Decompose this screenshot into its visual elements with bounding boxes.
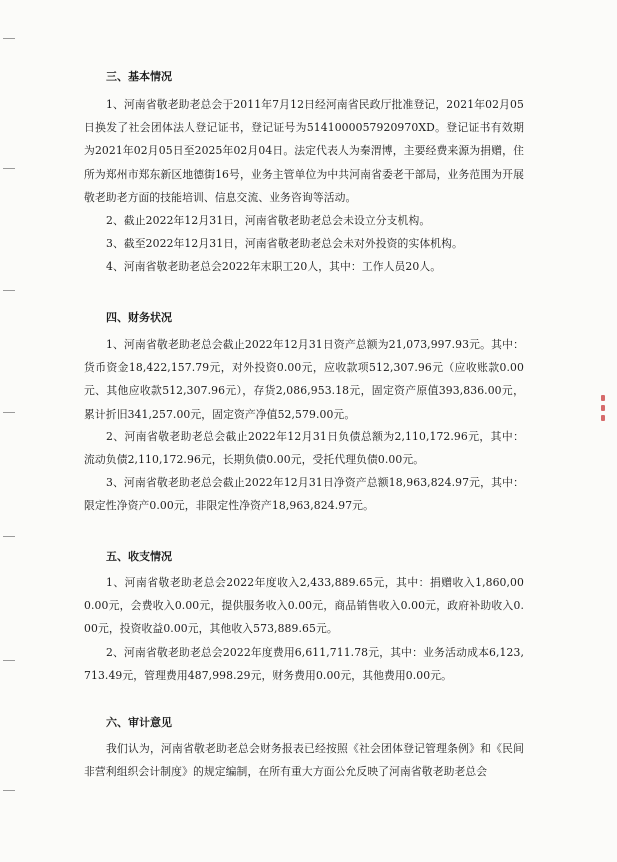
binding-mark <box>3 660 15 661</box>
binding-mark <box>3 168 15 169</box>
paragraph: 2、河南省敬老助老总会截止2022年12月31日负债总额为2,110,172.96元，其中：流动负债2,110,172.96元，长期负债0.00元，受托代理负债0.00元。 <box>84 430 524 467</box>
section-heading-audit-opinion: 六、审计意见 <box>106 716 172 729</box>
paragraph: 3、河南省敬老助老总会截止2022年12月31日净资产总额18,963,824.97元，其中：限定性净资产0.00元，非限定性净资产18,963,824.97元。 <box>84 476 524 513</box>
section-heading-basic-info: 三、基本情况 <box>106 70 172 83</box>
paragraph: 我们认为，河南省敬老助老总会财务报表已经按照《社会团体登记管理条例》和《民间非营利组织会计制度》的规定编制，在所有重大方面公允反映了河南省敬老助老总会 <box>84 742 524 779</box>
paragraph: 1、河南省敬老助老总会于2011年7月12日经河南省民政厅批准登记，2021年02月05日换发了社会团体法人登记证书，登记证号为5141000057920970XD。登记证书有效期为2021年02月05日至2025年02月04日。法定代表人为秦渭博，主要经费来源为捐赠，住所为郑州市郑东新区地德街16号，业务主管单位为中共河南省委老干部局，业务范围为开展敬老助老方面的技能培训、信息交流、业务咨询等活动。 <box>84 98 524 204</box>
paragraph: 4、河南省敬老助老总会2022年末职工20人，其中：工作人员20人。 <box>106 260 442 273</box>
paragraph: 2、截止2022年12月31日，河南省敬老助老总会未设立分支机构。 <box>106 214 431 227</box>
binding-mark <box>3 290 15 291</box>
section-heading-financial-status: 四、财务状况 <box>106 311 172 324</box>
binding-mark <box>3 38 15 39</box>
binding-mark <box>3 536 15 537</box>
section-heading-income-expense: 五、收支情况 <box>106 550 172 563</box>
paragraph: 1、河南省敬老助老总会截止2022年12月31日资产总额为21,073,997.93元。其中：货币资金18,422,157.79元，对外投资0.00元，应收款项512,307.96元（应收账款0.00元、其他应收款512,307.96元），存货2,086,953.18元，固定资产原值393,836.00元，累计折旧341,257.00元，固定资产净值52,579.00元。 <box>84 338 524 421</box>
paragraph: 1、河南省敬老助老总会2022年度收入2,433,889.65元，其中：捐赠收入1,860,000.00元，会费收入0.00元，提供服务收入0.00元，商品销售收入0.00元，政府补助收入0.00元，投资收益0.00元，其他收入573,889.65元。 <box>84 576 524 636</box>
paragraph: 2、河南省敬老助老总会2022年度费用6,611,711.78元，其中：业务活动成本6,123,713.49元，管理费用487,998.29元，财务费用0.00元，其他费用0.00元。 <box>84 646 524 683</box>
seal-edge-mark <box>601 395 607 425</box>
binding-mark <box>3 790 15 791</box>
binding-mark <box>3 412 15 413</box>
paragraph: 3、截至2022年12月31日，河南省敬老助老总会未对外投资的实体机构。 <box>106 237 463 250</box>
